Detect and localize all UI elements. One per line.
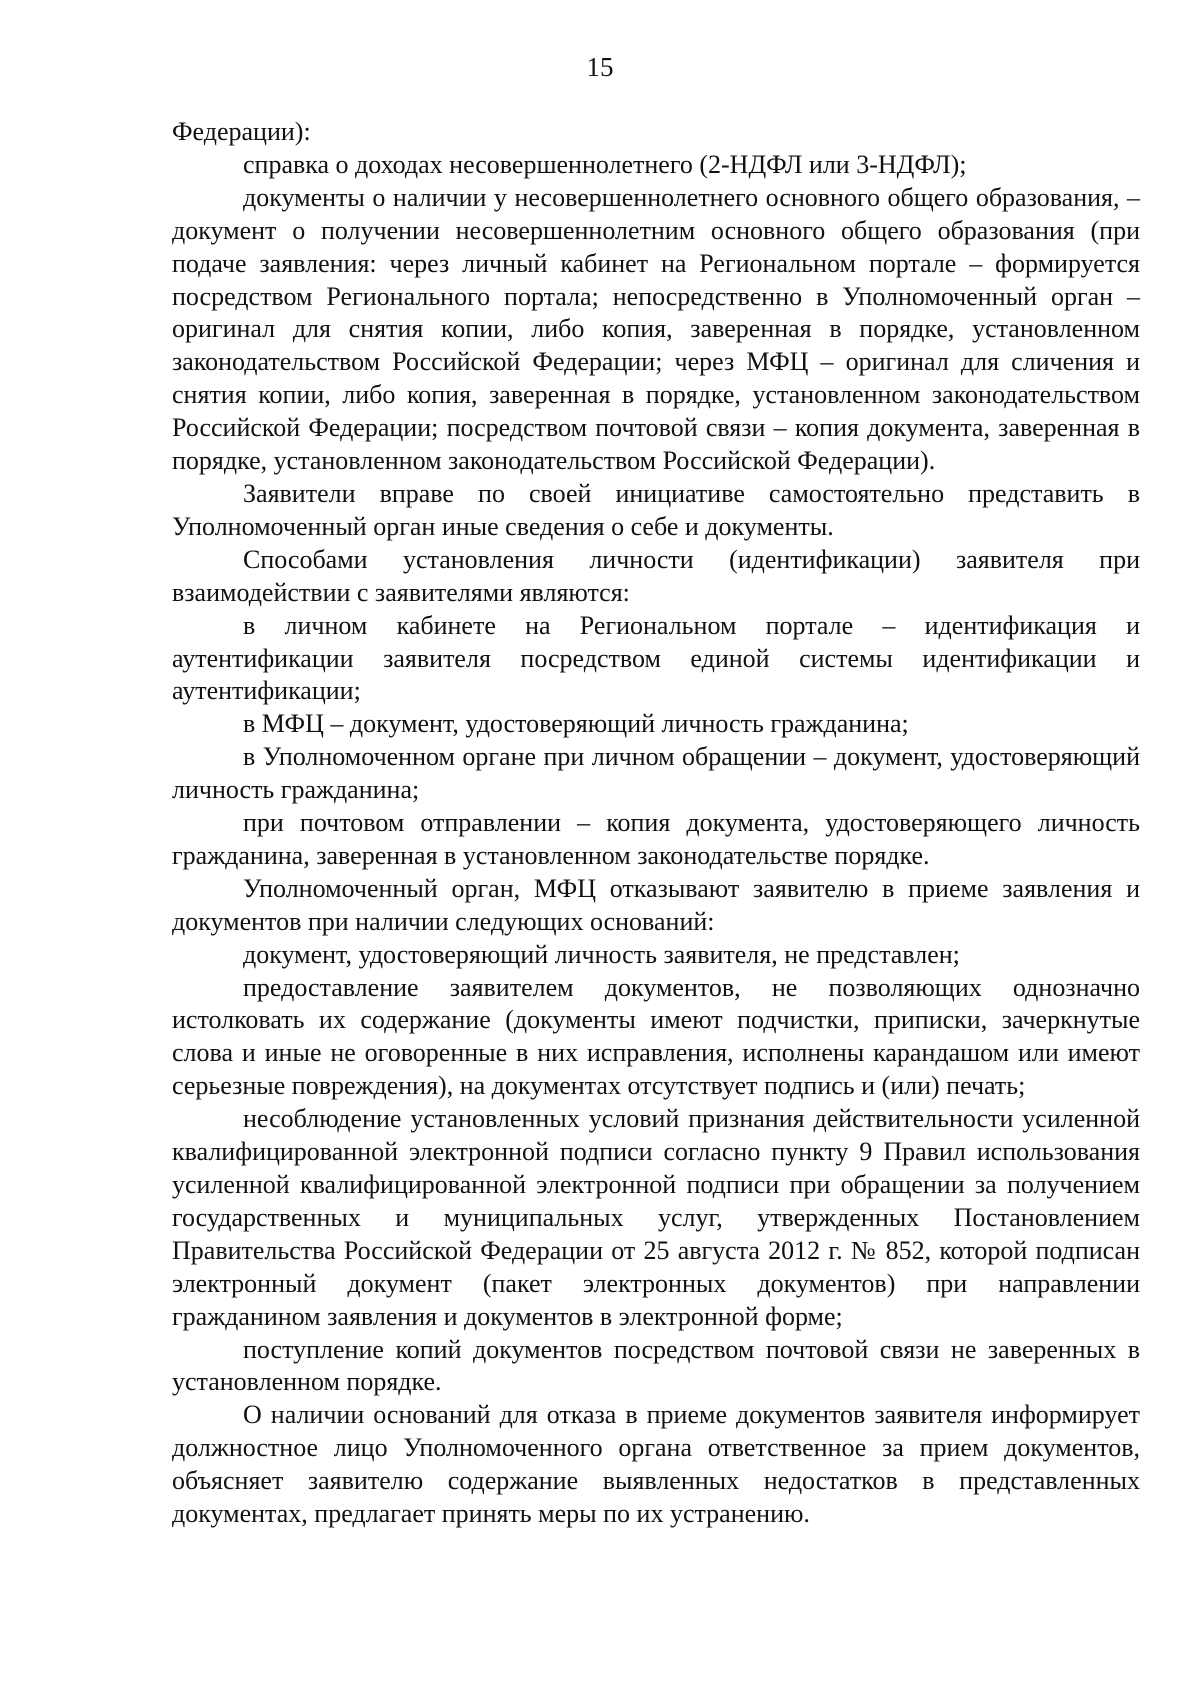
paragraph: в личном кабинете на Региональном портале – идентификация и аутентификации заявителя посредством единой системы идентификации и аутентификации; [172,610,1140,706]
paragraph: Федерации): [172,117,311,146]
paragraph: документы о наличии у несовершеннолетнего основного общего образования, – документ о получении несовершеннолетним основного общего образования (при подаче заявления: через личный кабинет на Региональном портале – формируется посредством Регионального портала; непосредственно в Уполномоченный орган – оригинал для снятия копии, либо копия, заверенная в порядке, установленном законодательством Российской Федерации; через МФЦ – оригинал для сличения и снятия копии, либо копия, заверенная в порядке, установленном законодательством Российской Федерации; посредством почтовой связи – копия документа, заверенная в порядке, установленном законодательством Российской Федерации). [172,182,1140,476]
paragraph: справка о доходах несовершеннолетнего (2-НДФЛ или 3-НДФЛ); [243,149,967,179]
paragraph: в МФЦ – документ, удостоверяющий личность гражданина; [243,709,909,739]
paragraph: Заявители вправе по своей инициативе самостоятельно представить в Уполномоченный орган иные сведения о себе и документы. [172,478,1140,541]
paragraph: Уполномоченный орган, МФЦ отказывают заявителю в приеме заявления и документов при наличии следующих оснований: [172,873,1140,936]
paragraph: в Уполномоченном органе при личном обращении – документ, удостоверяющий личность гражданина; [172,742,1140,805]
paragraph: при почтовом отправлении – копия документа, удостоверяющего личность гражданина, заверенная в установленном законодательстве порядке. [172,808,1140,870]
paragraph: Способами установления личности (идентификации) заявителя при взаимодействии с заявителями являются: [172,544,1140,607]
page-number: 15 [586,52,614,82]
paragraph: поступление копий документов посредством почтовой связи не заверенных в установленном порядке. [172,1334,1140,1397]
paragraph: документ, удостоверяющий личность заявителя, не представлен; [243,939,960,969]
paragraph: предоставление заявителем документов, не позволяющих однозначно истолковать их содержание (документы имеют подчистки, приписки, зачеркнутые слова и иные не оговоренные в них исправления, исполнены карандашом или имеют серьезные повреждения), на документах отсутствует подпись и (или) печать; [172,972,1140,1101]
paragraph: О наличии оснований для отказа в приеме документов заявителя информирует должностное лицо Уполномоченного органа ответственное за прием документов, объясняет заявителю содержание выявленных недостатков в представленных документах, предлагает принять меры по их устранению. [172,1400,1140,1529]
paragraph: несоблюдение установленных условий признания действительности усиленной квалифицированной электронной подписи согласно пункту 9 Правил использования усиленной квалифицированной электронной подписи при обращении за получением государственных и муниципальных услуг, утвержденных Постановлением Правительства Российской Федерации от 25 августа 2012 г. № 852, которой подписан электронный документ (пакет электронных документов) при направлении гражданином заявления и документов в электронной форме; [172,1104,1140,1331]
document-body [172,116,1140,1531]
